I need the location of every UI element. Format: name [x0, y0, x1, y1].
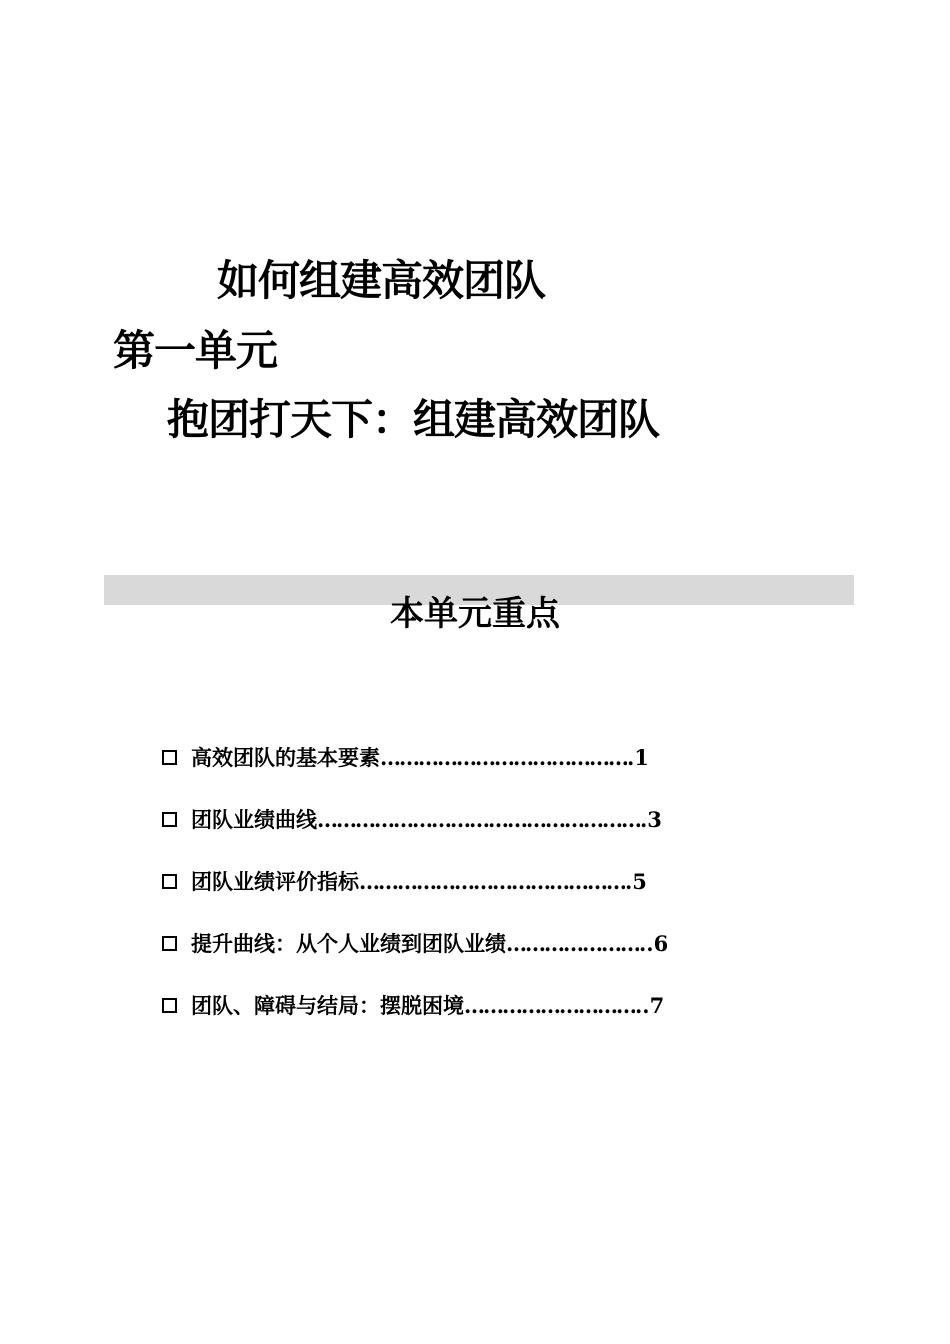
toc-page-number: .5 [625, 868, 647, 894]
toc-page-number: .3 [640, 806, 662, 832]
unit-label: 第一单元 [113, 326, 278, 375]
toc-item[interactable] [162, 726, 802, 788]
toc-page-number: ..6 [639, 930, 669, 956]
checkbox-icon [162, 936, 177, 951]
toc-leader-dots: …………………………………… [359, 868, 625, 894]
checkbox-icon [162, 750, 177, 765]
toc-item-label: 团队业绩评价指标 [191, 870, 359, 894]
toc-item-label: 团队、障碍与结局：摆脱困境 [191, 994, 464, 1018]
section-heading: 本单元重点 [390, 594, 560, 634]
toc-item[interactable] [162, 788, 802, 850]
toc-leader-dots: ………………………………… [380, 744, 627, 770]
toc-page-number: .1 [627, 744, 649, 770]
checkbox-icon [162, 998, 177, 1013]
toc-leader-dots: ……………………… [464, 992, 635, 1018]
toc-leader-dots: ………………… [506, 930, 639, 956]
document-main-title: 如何组建高效团队 [217, 256, 546, 305]
toc-item[interactable] [162, 850, 802, 912]
toc-item[interactable] [162, 974, 802, 1036]
unit-title: 抱团打天下：组建高效团队 [167, 395, 660, 444]
toc-item-label: 高效团队的基本要素 [191, 746, 380, 770]
toc-item-label: 提升曲线：从个人业绩到团队业绩 [191, 932, 506, 956]
checkbox-icon [162, 812, 177, 827]
toc-page-number: ..7 [635, 992, 665, 1018]
checkbox-icon [162, 874, 177, 889]
table-of-contents [162, 726, 802, 1036]
toc-leader-dots: …………………………………………… [317, 806, 640, 832]
toc-item-label: 团队业绩曲线 [191, 808, 317, 832]
toc-item[interactable] [162, 912, 802, 974]
